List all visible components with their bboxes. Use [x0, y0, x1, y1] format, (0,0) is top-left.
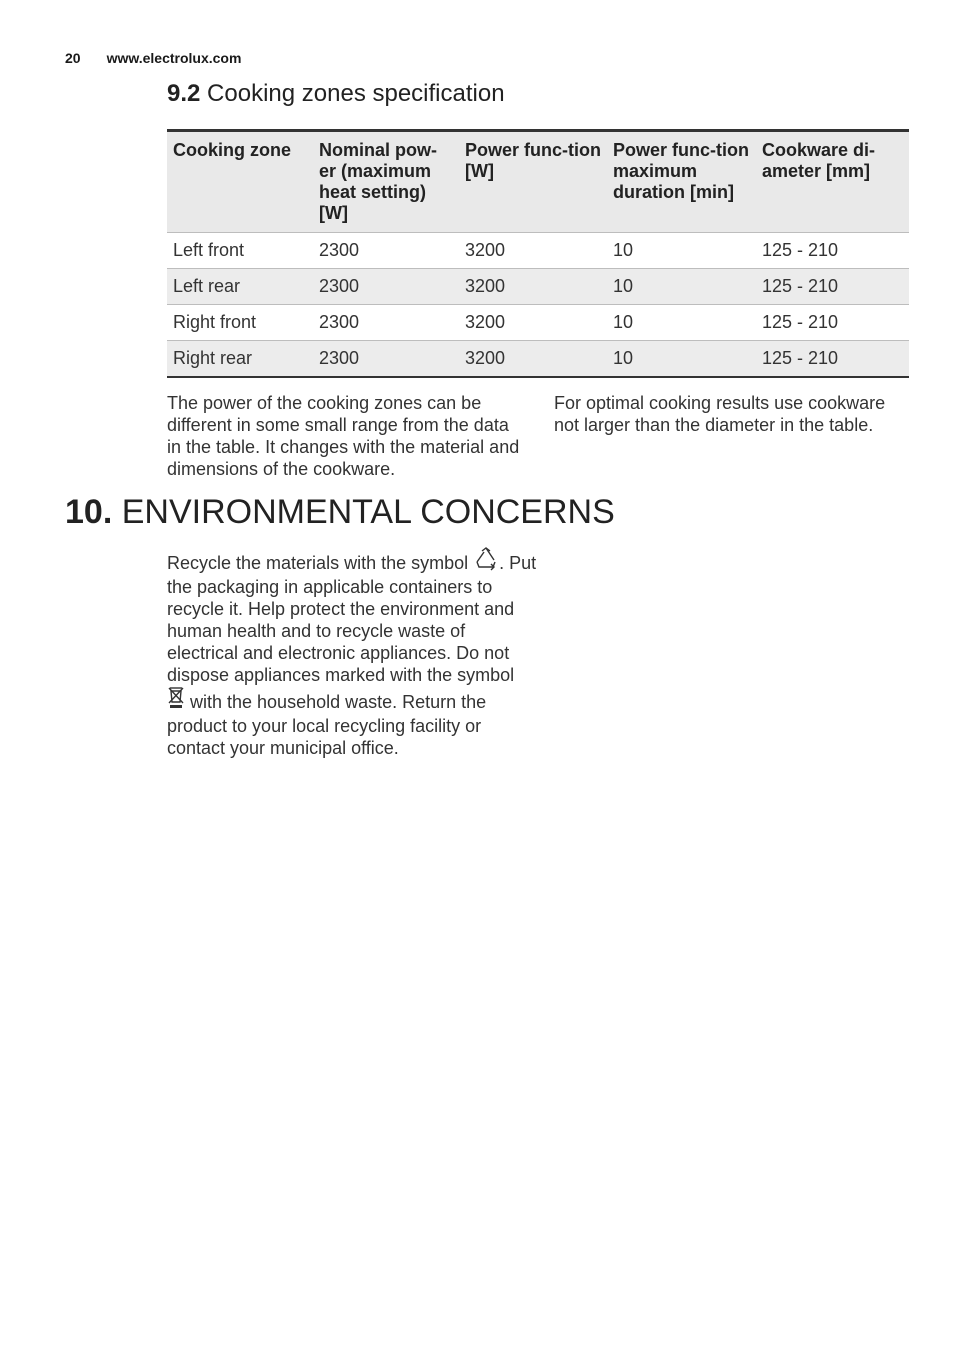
- chapter-title-text: ENVIRONMENTAL CONCERNS: [121, 493, 615, 531]
- table-cell: 125 - 210: [762, 312, 839, 332]
- table-cell: 10: [613, 348, 634, 368]
- environment-text-2: . Put the packaging in applicable containers to recycle it. Help protect the environment and human health and to recycle waste of electrical and electronic appliances. Do not dispose appliances marked with the symbol: [167, 553, 537, 685]
- table-cell: 3200: [465, 348, 506, 368]
- column-header: Cooking zone: [173, 140, 291, 160]
- table-row: [167, 269, 909, 305]
- table-cell: 3200: [465, 276, 506, 296]
- cookware-size-note: For optimal cooking results use cookware not larger than the diameter in the table.: [554, 393, 886, 435]
- table-cell: 2300: [319, 276, 360, 296]
- section-title-text: Cooking zones specification: [207, 80, 505, 107]
- website-link[interactable]: www.electrolux.com: [106, 50, 242, 66]
- recycle-icon: [473, 547, 499, 576]
- table-cell: 2300: [319, 312, 360, 332]
- column-header: Nominal pow-er (maximum heat setting) [W]: [319, 140, 437, 223]
- table-header-row: [167, 131, 909, 233]
- table-cell: 2300: [319, 348, 360, 368]
- page-header: [65, 50, 241, 66]
- environment-text-1: Recycle the materials with the symbol: [167, 553, 469, 573]
- environment-paragraph: [167, 547, 537, 759]
- page-number: 20: [65, 50, 81, 66]
- table-cell: Right front: [173, 312, 257, 332]
- section-number: 9.2: [167, 80, 201, 107]
- column-header: Cookware di-ameter [mm]: [762, 140, 876, 181]
- table-cell: 125 - 210: [762, 240, 839, 260]
- table-row: [167, 305, 909, 341]
- column-header: Power func-tion [W]: [465, 140, 601, 181]
- column-header: Power func-tion maximum duration [min]: [613, 140, 749, 202]
- table-row: [167, 233, 909, 269]
- chapter-number: 10.: [65, 493, 113, 531]
- table-cell: Right rear: [173, 348, 253, 368]
- table-cell: 10: [613, 276, 634, 296]
- table-cell: Left front: [173, 240, 245, 260]
- power-variation-note: The power of the cooking zones can be different in some small range from the data in the table. It changes with the material and dimensions of the cookware.: [167, 393, 520, 479]
- table-cell: 10: [613, 240, 634, 260]
- section-title: [167, 80, 505, 108]
- table-cell: 10: [613, 312, 634, 332]
- table-cell: 125 - 210: [762, 276, 839, 296]
- table-cell: 3200: [465, 312, 506, 332]
- table-cell: 125 - 210: [762, 348, 839, 368]
- table-row: [167, 341, 909, 378]
- crossed-out-wheelie-bin-icon: [167, 686, 185, 715]
- table-cell: 3200: [465, 240, 506, 260]
- table-cell: Left rear: [173, 276, 241, 296]
- chapter-title: [65, 493, 615, 532]
- table-cell: 2300: [319, 240, 360, 260]
- cooking-zones-table: [167, 129, 909, 378]
- environment-text-3: with the household waste. Return the product to your local recycling facility or contact your municipal office.: [167, 692, 487, 758]
